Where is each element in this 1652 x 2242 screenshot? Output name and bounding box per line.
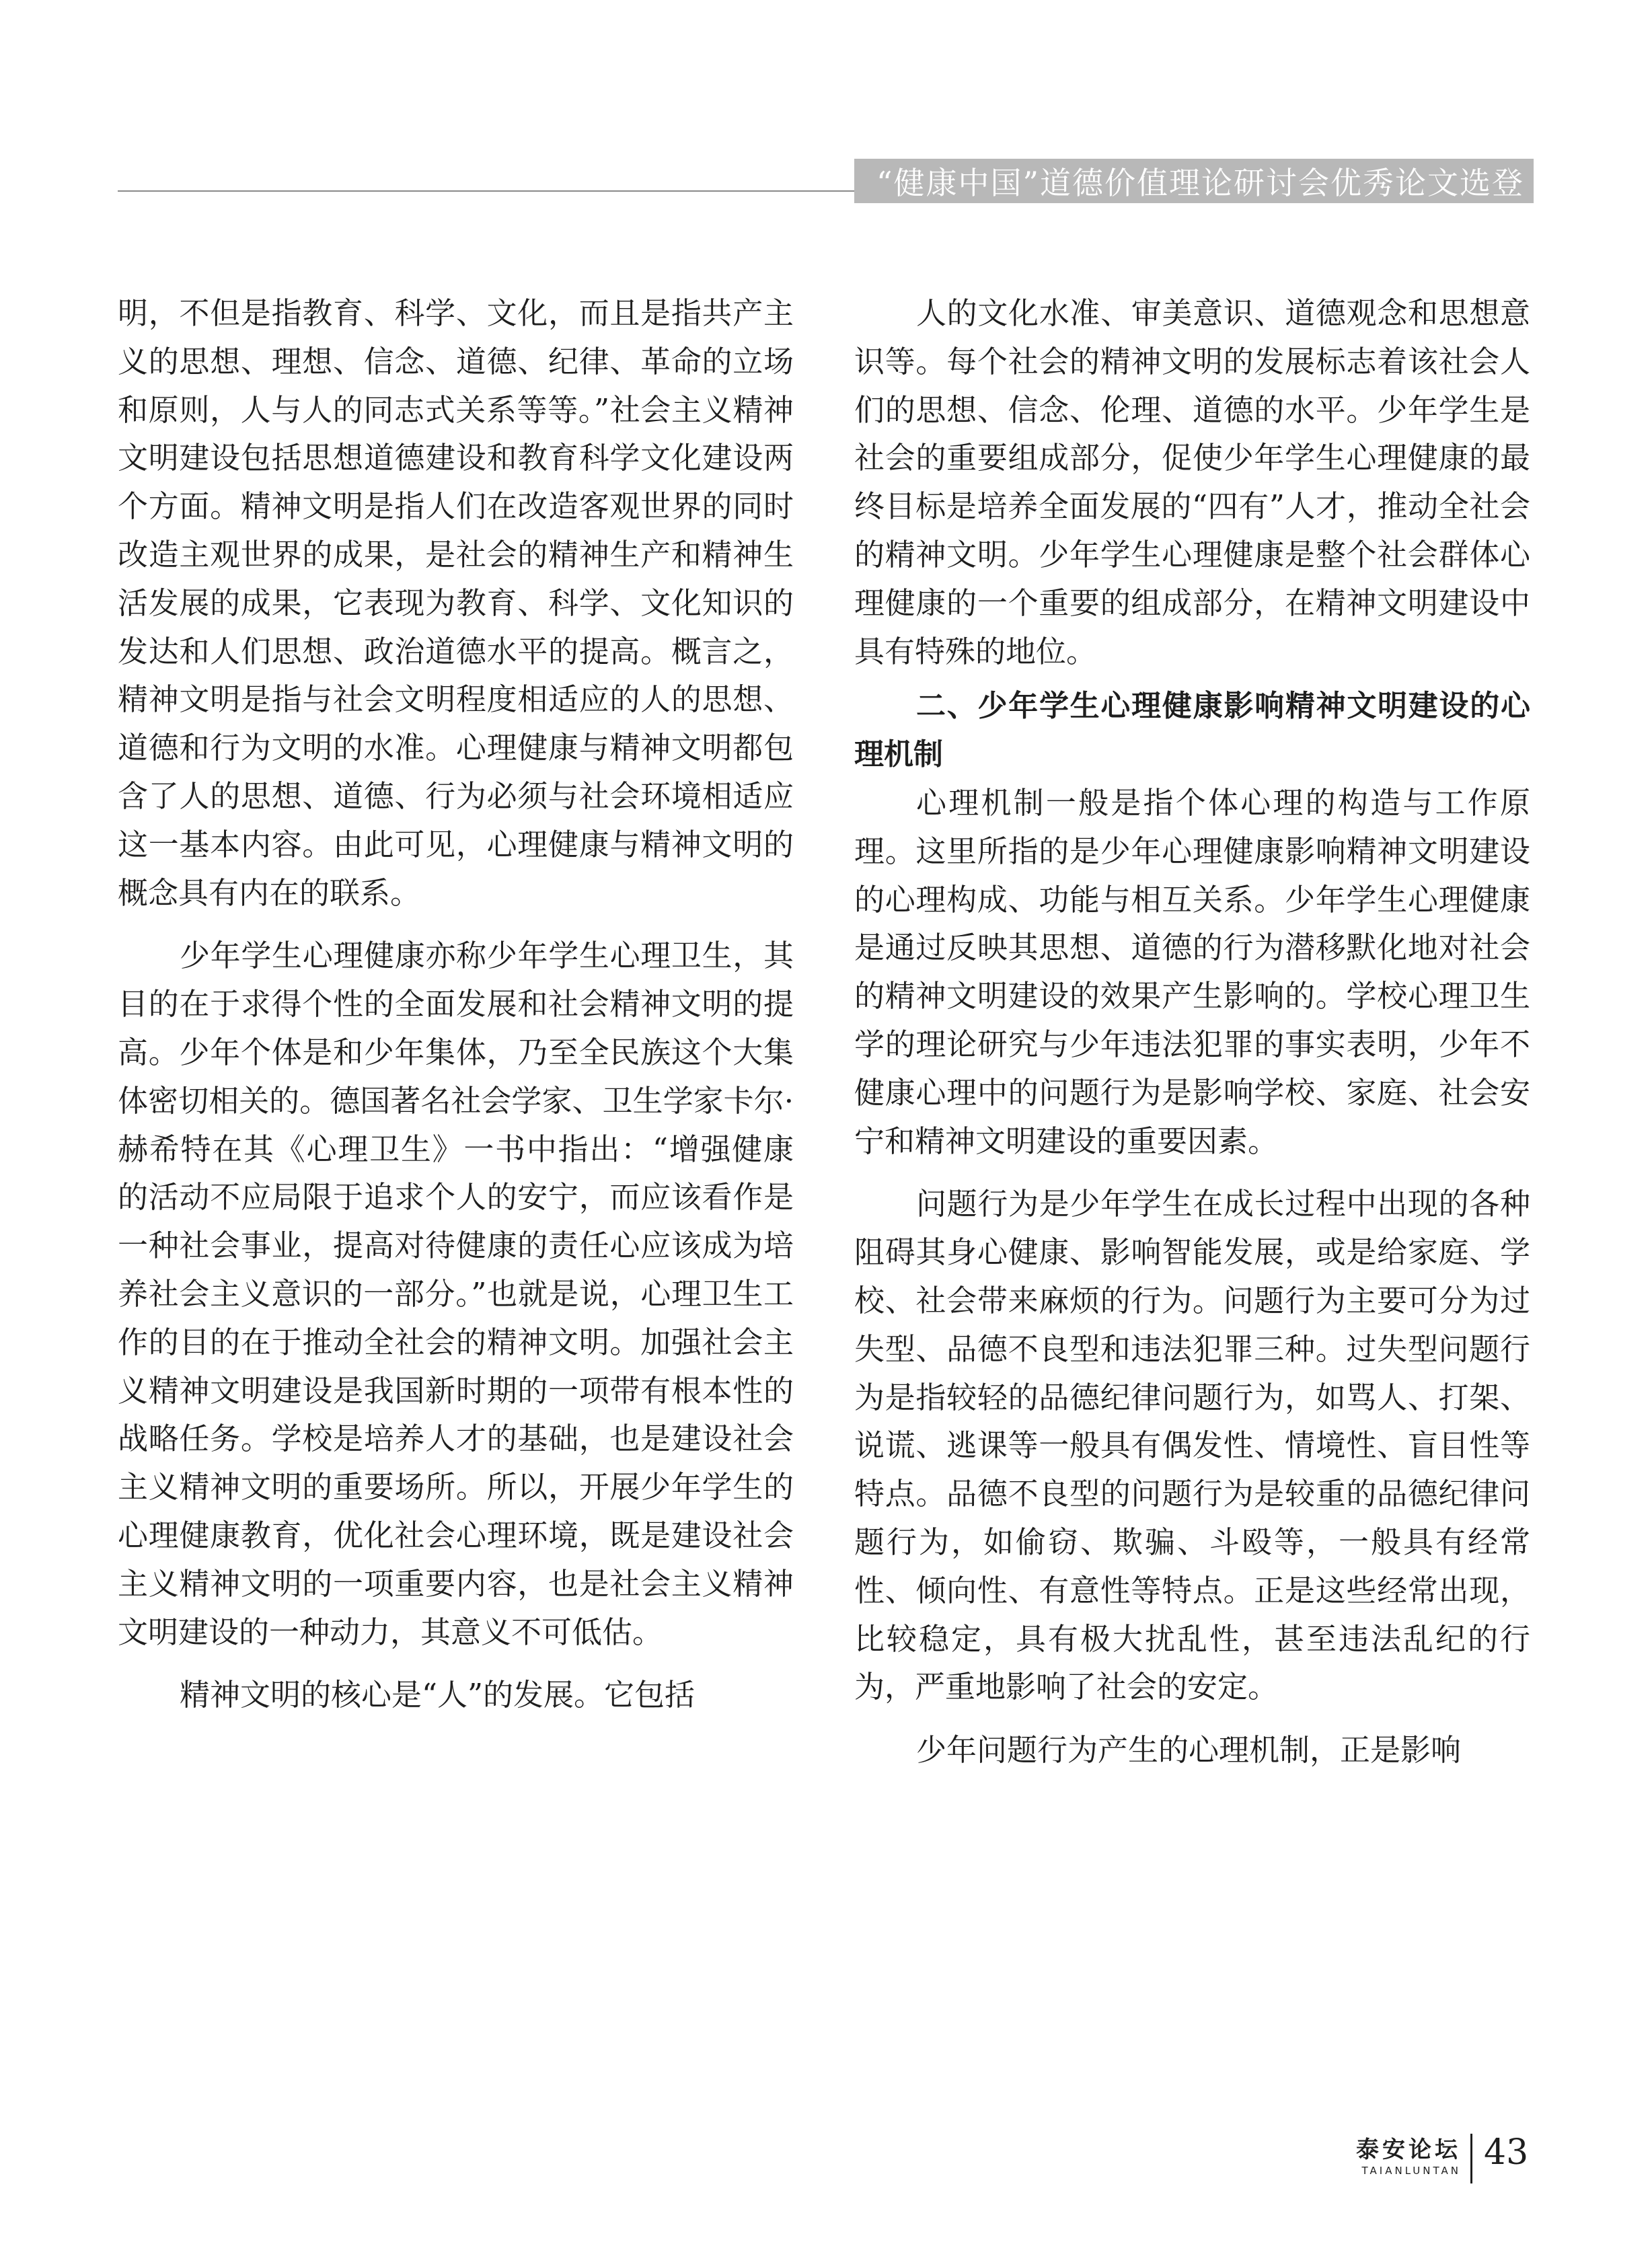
- paragraph: 问题行为是少年学生在成长过程中出现的各种阻碍其身心健康、影响智能发展，或是给家庭、学校、社会带来麻烦的行为。问题行为主要可分为过失型、品德不良型和违法犯罪三种。过失型问题行为是指较轻的品德纪律问题行为，如骂人、打架、说谎、逃课等一般具有偶发性、情境性、盲目性等特点。品德不良型的问题行为是较重的品德纪律问题行为，如偷窃、欺骗、斗殴等，一般具有经常性、倾向性、有意性等特点。正是这些经常出现，比较稳定，具有极大扰乱性，甚至违法乱纪的行为，严重地影响了社会的安定。: [854, 1186, 1530, 1705]
- paragraph: 明，不但是指教育、科学、文化，而且是指共产主义的思想、理想、信念、道德、纪律、革命的立场和原则，人与人的同志式关系等等。”社会主义精神文明建设包括思想道德建设和教育科学文化建设两个方面。精神文明是指人们在改造客观世界的同时改造主观世界的成果，是社会的精神生产和精神生活发展的成果，它表现为教育、科学、文化知识的发达和人们思想、政治道德水平的提高。概言之，精神文明是指与社会文明程度相适应的人的思想、道德和行为文明的水准。心理健康与精神文明都包含了人的思想、道德、行为必须与社会环境相适应这一基本内容。由此可见，心理健康与精神文明的概念具有内在的联系。: [118, 295, 794, 911]
- page-number: 43: [1484, 2132, 1529, 2173]
- section-heading: 二、少年学生心理健康影响精神文明建设的心理机制: [854, 689, 1530, 772]
- page-footer: [1339, 2131, 1540, 2192]
- paragraph: 少年学生心理健康亦称少年学生心理卫生，其目的在于求得个性的全面发展和社会精神文明的提高。少年个体是和少年集体，乃至全民族这个大集体密切相关的。德国著名社会学家、卫生学家卡尔·赫希特在其《心理卫生》一书中指出：“增强健康的活动不应局限于追求个人的安宁，而应该看作是一种社会事业，提高对待健康的责任心应该成为培养社会主义意识的一部分。”也就是说，心理卫生工作的目的在于推动全社会的精神文明。加强社会主义精神文明建设是我国新时期的一项带有根本性的战略任务。学校是培养人才的基础，也是建设社会主义精神文明的重要场所。所以，开展少年学生的心理健康教育，优化社会心理环境，既是建设社会主义精神文明的一项重要内容，也是社会主义精神文明建设的一种动力，其意义不可低估。: [118, 938, 794, 1650]
- footer-divider: [1470, 2134, 1472, 2183]
- header-rule: [118, 190, 864, 192]
- paragraph: 心理机制一般是指个体心理的构造与工作原理。这里所指的是少年心理健康影响精神文明建设的心理构成、功能与相互关系。少年学生心理健康是通过反映其思想、道德的行为潜移默化地对社会的精神文明建设的效果产生影响的。学校心理卫生学的理论研究与少年违法犯罪的事实表明，少年不健康心理中的问题行为是影响学校、家庭、社会安宁和精神文明建设的重要因素。: [854, 784, 1530, 1159]
- left-column: [118, 289, 794, 1719]
- paragraph: 少年问题行为产生的心理机制，正是影响: [916, 1732, 1462, 1768]
- journal-name: 泰安论坛: [1356, 2136, 1461, 2163]
- column-header-title: “健康中国”道德价值理论研讨会优秀论文选登: [876, 165, 1524, 201]
- header-band: [854, 159, 1534, 203]
- paragraph: 人的文化水准、审美意识、道德观念和思想意识等。每个社会的精神文明的发展标志着该社会人们的思想、信念、伦理、道德的水平。少年学生是社会的重要组成部分，促使少年学生心理健康的最终目标是培养全面发展的“四有”人才，推动全社会的精神文明。少年学生心理健康是整个社会群体心理健康的一个重要的组成部分，在精神文明建设中具有特殊的地位。: [854, 295, 1530, 669]
- right-column: [854, 289, 1530, 1774]
- journal-pinyin: TAIANLUNTAN: [1361, 2165, 1461, 2177]
- paragraph: 精神文明的核心是“人”的发展。它包括: [180, 1677, 696, 1713]
